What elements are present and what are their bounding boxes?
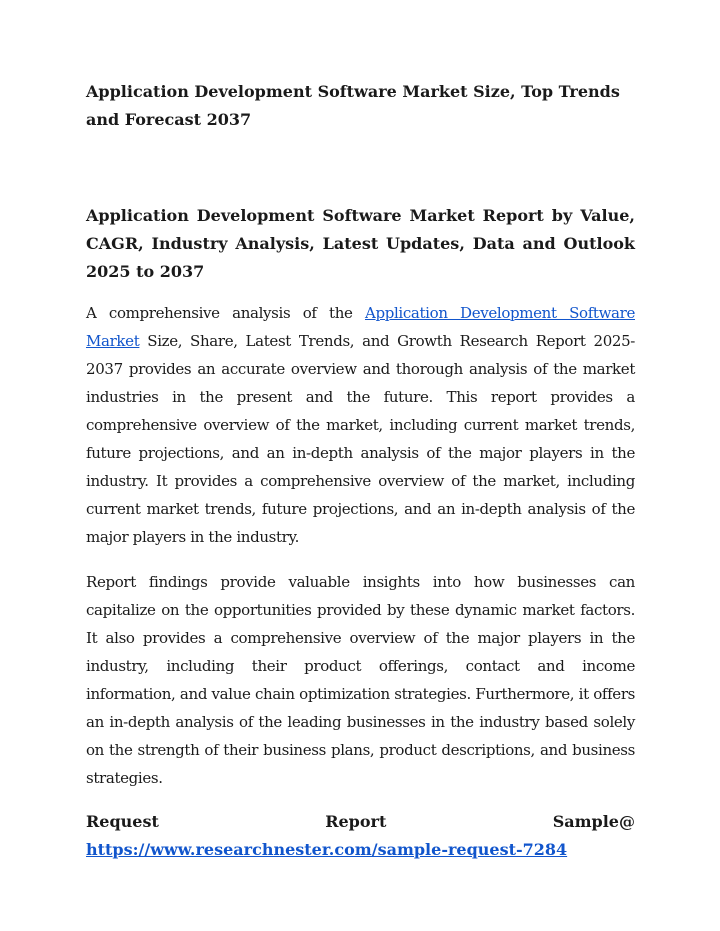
request-sample-line bbox=[86, 808, 635, 836]
document-title: Application Development Software Market Size, Top Trends and Forecast 2037 bbox=[86, 82, 620, 129]
findings-paragraph: Report findings provide valuable insights into how businesses can capitalize on the opportunities provided by these dynamic market factors. It also provides a comprehensive overview of the major players in the industry, including their product offerings, contact and income information, and value chain optimization strategies. Furthermore, it offers an in-depth analysis of the leading businesses in the industry based solely on the strength of their business plans, product descriptions, and business strategies. bbox=[86, 573, 635, 787]
report-word: Report bbox=[325, 812, 387, 831]
market-report-link[interactable]: Application Development Software Market bbox=[86, 304, 635, 350]
document-subtitle: Application Development Software Market Report by Value, CAGR, Industry Analysis, Latest Updates, Data and Outlook 2025 to 2037 bbox=[86, 206, 635, 281]
document-page bbox=[86, 78, 635, 864]
intro-paragraph bbox=[86, 299, 635, 551]
request-word: Request bbox=[86, 812, 159, 831]
sample-word: Sample@ bbox=[552, 812, 635, 831]
intro-paragraph-prefix: A comprehensive analysis of the bbox=[86, 304, 365, 322]
sample-request-link[interactable]: https://www.researchnester.com/sample-request-7284 bbox=[86, 840, 568, 859]
intro-paragraph-body: Size, Share, Latest Trends, and Growth Research Report 2025-2037 provides an accurate overview and thorough analysis of the market industries in the present and the future. This report provides a comprehensive overview of the market, including current market trends, future projections, and an in-depth analysis of the major players in the industry. It provides a comprehensive overview of the market, including current market trends, future projections, and an in-depth analysis of the major players in the industry. bbox=[86, 332, 635, 546]
